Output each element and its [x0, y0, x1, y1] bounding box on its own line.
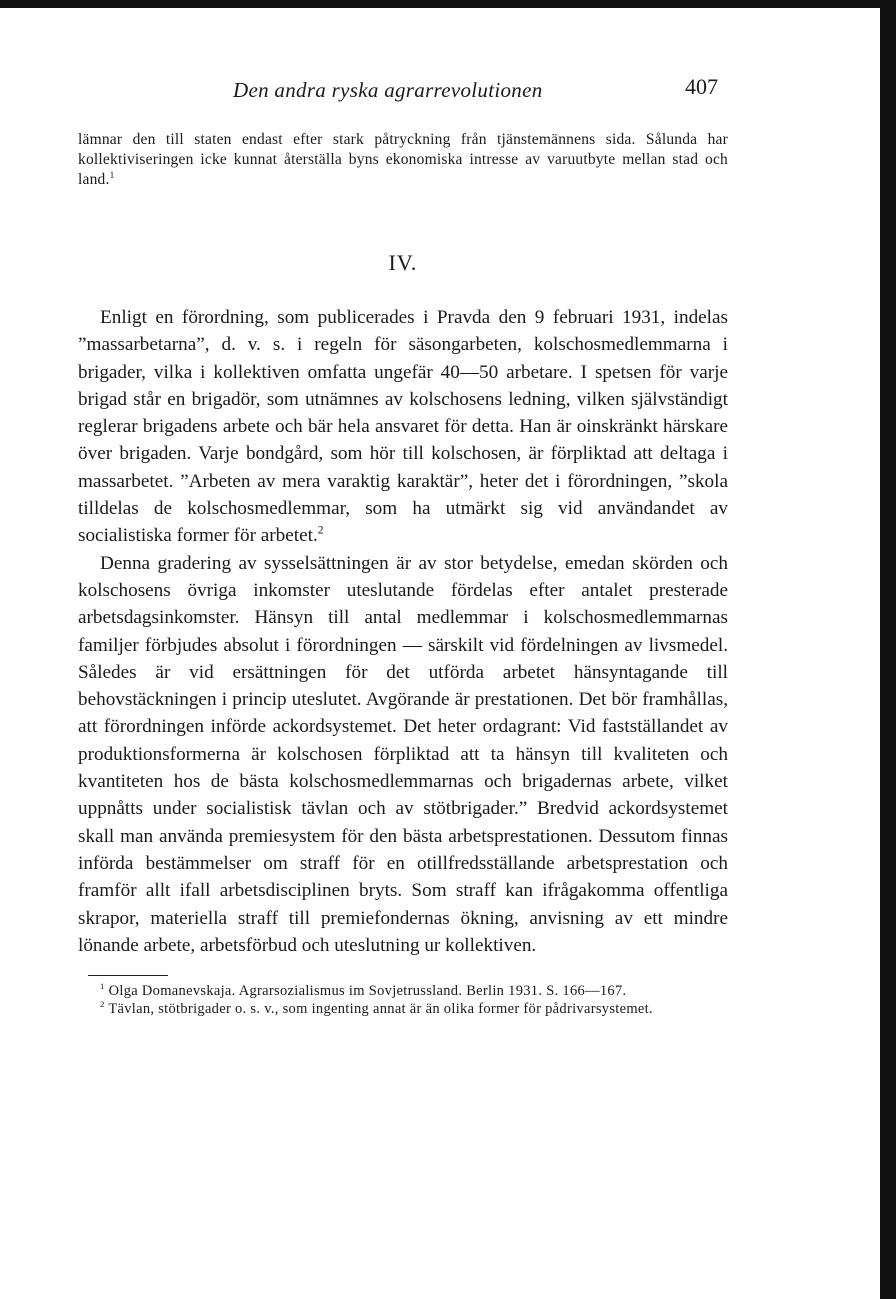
paragraph-2-text: Denna gradering av sysselsättningen är av stor betydelse, emedan skörden och kolschosens övriga inkomster uteslutande fördelas efter antalet presterade arbetsdagsinkomster. Hänsyn till antal medlemmar i kolschosmedlemmarnas familjer förbjudes absolut i förordningen — särskilt vid fördelningen av livsmedel. Således är vid ersättningen för det utförda arbetet hänsyntagande till behovstäckningen i princip uteslutet. Avgörande är prestationen. Det bör framhållas, att förordningen införde ackordsystemet. Det heter ordagrant: Vid fastställandet av produktionsformerna är kolschosen förpliktad att ta hänsyn till kvaliteten och kvantiteten hos de bästa kolschosmedlemmarnas och brigadernas arbete, vilket uppnåtts under socialistisk tävlan och av stötbrigader.” Bredvid ackordsystemet skall man använda premiesystem för den bästa arbetsprestationen. Dessutom finnas införda bestämmelser om straff för en otillfredsställande arbetsprestation och framför allt ifall arbetsdisciplinen bryts. Som straff kan ifrågakomma offentliga skrapor, materiella straff till premiefondernas ökning, anvisning av ett mindre lönande arbete, arbetsförbud och uteslutning ur kollektiven.	[78, 552, 728, 956]
footnote-1-text: Olga Domanevskaja. Agrarsozialismus im Sovjetrussland. Berlin 1931. S. 166—167.	[108, 983, 627, 1000]
running-head	[78, 68, 728, 108]
book-page	[78, 68, 728, 1018]
continued-paragraph	[78, 130, 728, 190]
footnote-divider	[88, 975, 168, 976]
continued-paragraph-text: lämnar den till staten endast efter stark påtryckning från tjänstemännens sida. Sålunda har kollektiviseringen icke kunnat återställa byns ekonomiska intresse av varuutbyte mellan stad och land.	[78, 131, 728, 188]
footnote-1-mark: 1	[100, 981, 105, 992]
scan-border-right	[880, 0, 896, 1299]
footnote-1	[78, 982, 728, 1000]
footnote-ref-2: 2	[317, 524, 324, 537]
running-title: Den andra ryska agrarrevolutionen	[233, 78, 543, 102]
footnote-2	[78, 1000, 728, 1018]
footnote-2-mark: 2	[100, 999, 105, 1010]
section-heading: IV.	[388, 250, 418, 275]
scan-border-top	[0, 0, 896, 8]
paragraph-2	[78, 550, 728, 959]
paragraph-1	[78, 304, 728, 550]
footnote-2-text: Tävlan, stötbrigader o. s. v., som ingenting annat är än olika former för pådrivarsystemet.	[108, 1001, 653, 1018]
paragraph-1-text: Enligt en förordning, som publicerades i Pravda den 9 februari 1931, indelas ”massarbetarna”, d. v. s. i regeln för säsongarbeten, kolschosmedlemmarna i brigader, vilka i kollektiven omfatta ungefär 40—50 arbetare. I spetsen för varje brigad står en brigadör, som utnämnes av kolschosens ledning, vilken självständigt reglerar brigadens arbete och bär hela ansvaret för detta. Han är oinskränkt härskare över brigaden. Varje bondgård, som hör till kolschosen, är förpliktad att deltaga i massarbetet. ”Arbeten av mera varaktig karaktär”, heter det i förordningen, ”skola tilldelas de kolschosmedlemmar, som ha utmärkt sig vid användandet av socialistiska former för arbetet.	[78, 307, 728, 547]
body-text	[78, 304, 728, 959]
footnote-ref-1: 1	[109, 170, 115, 181]
page-number: 407	[685, 74, 718, 99]
footnotes	[78, 982, 728, 1018]
